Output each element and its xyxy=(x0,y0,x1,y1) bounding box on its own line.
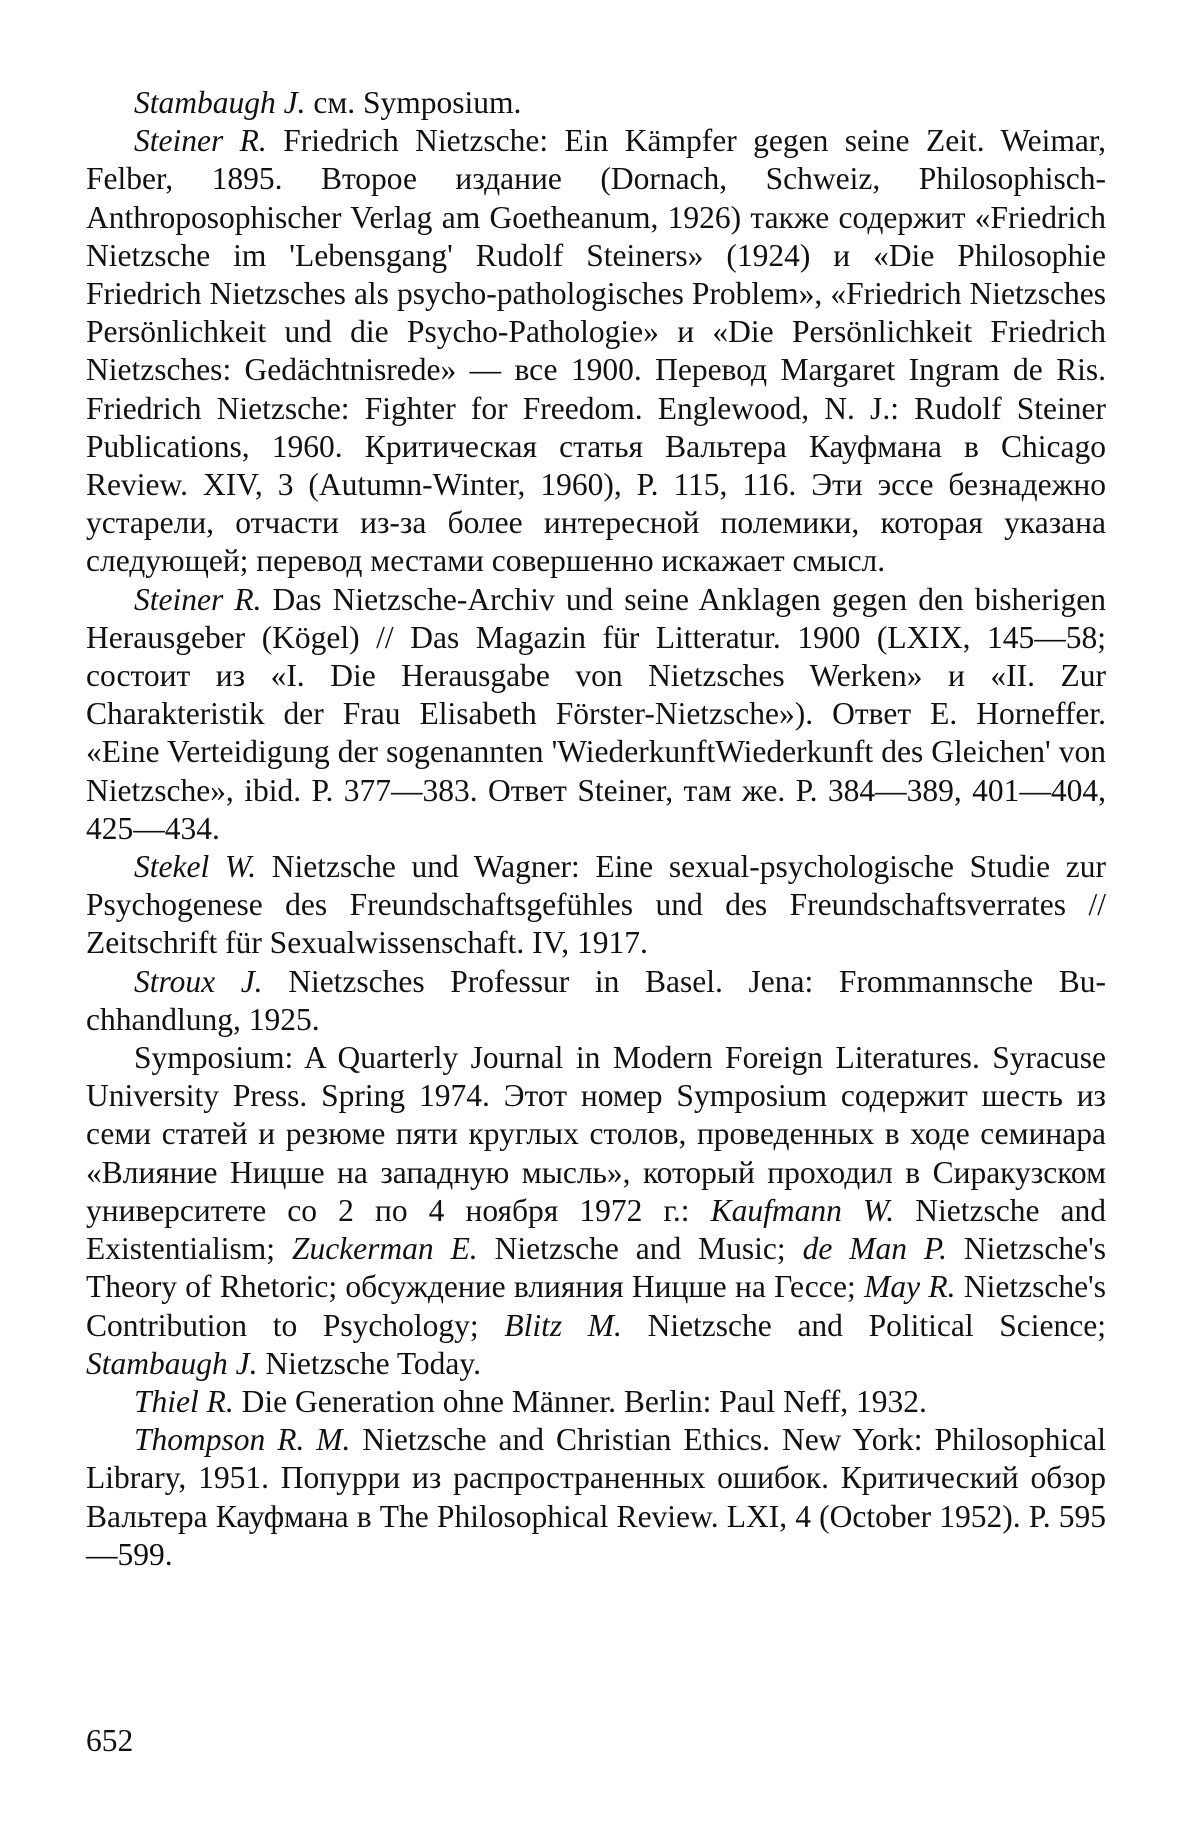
entry-author: Stekel W. xyxy=(134,849,257,885)
entry-author: Stroux J. xyxy=(134,963,263,999)
entry-text: Nietzsche Today. xyxy=(257,1345,481,1381)
bibliography-entry xyxy=(86,848,1106,963)
bibliography-entry xyxy=(86,1421,1106,1574)
entry-author: Blitz M. xyxy=(504,1307,622,1343)
entry-author: de Man P. xyxy=(802,1231,947,1267)
entry-text: Nietzsche and Existentialism; xyxy=(86,1192,1106,1267)
entry-text: Nietzsches Professur in Basel. Jena: Frommannsche Buchhandlung, 1925. xyxy=(86,963,1106,1037)
entry-author: Kaufmann W. xyxy=(710,1192,895,1228)
entry-text: Die Generation ohne Männer. Berlin: Paul Neff, 1932. xyxy=(233,1383,927,1419)
entry-text: Nietzsche's Theory of Rhetoric; обсуждение влияния Ницше на Гессе; xyxy=(86,1231,1106,1305)
bibliography-entry-symposium xyxy=(86,1039,1106,1383)
entry-text: Nietzsche and Political Science; xyxy=(621,1307,1106,1343)
bibliography-page xyxy=(86,84,1106,1574)
entry-author: May R. xyxy=(864,1269,956,1305)
entry-text: Symposium: A Quarterly Journal in Modern Foreign Literatures. Syracuse University Press. Spring 1974. Этот номер Symposium содержит шесть из семи статей и резюме пяти круглых столов, проведенных в ходе семинара «Влияние Ницше на западную мысль», который проходил в Сиракузском университете со 2 по 4 ноября 1972 г.: xyxy=(86,1040,1106,1228)
entry-author: Thompson R. M. xyxy=(134,1422,351,1458)
entry-author: Stambaugh J. xyxy=(134,85,306,120)
entry-author: Steiner R. xyxy=(134,581,262,617)
entry-text: Das Nietzsche-Archiv und seine Anklagen gegen den bisherigen Herausgeber (Kögel) // Das Magazin für Litteratur. 1900 (LXIX, 145—58; состоит из «I. Die Herausgabe von Nietzsches Werken» и «II. Zur Charakteristik der Frau Elisabeth Förster-Nietzsche»). Ответ E. Horneffer. «Eine Verteidigung der sogenannten 'WiederkunftWiederkunft des Gleichen' von Nietzsche», ibid. P. 377—383. Ответ Steiner, там же. P. 384—389, 401—404, 425—434. xyxy=(86,581,1106,846)
bibliography-entry xyxy=(86,581,1106,848)
entry-author: Zuckerman E. xyxy=(291,1231,478,1267)
bibliography-entry xyxy=(86,122,1106,580)
bibliography-entry xyxy=(86,1383,1106,1421)
entry-text: Nietzsche und Wagner: Eine sexual-psychologische Studie zur Psychogenese des Freundschaftsgefühles und des Freundschaftsverrates // Zeitschrift für Sexualwissenschaft. IV, 1917. xyxy=(86,849,1107,961)
entry-author: Steiner R. xyxy=(134,123,267,159)
page-number: 652 xyxy=(86,1723,134,1758)
bibliography-entry xyxy=(86,963,1106,1039)
entry-text: Nietzsche and Christian Ethics. New York: Philosophical Library, 1951. Попурри из распространенных ошибок. Критический обзор Вальтера Кауфмана в The Philosophical Review. LXI, 4 (October 1952). P. 595—599. xyxy=(86,1422,1106,1572)
entry-text: Nietzsche and Music; xyxy=(477,1231,803,1267)
entry-author: Thiel R. xyxy=(134,1383,234,1419)
bibliography-entry xyxy=(86,84,1106,122)
entry-text: см. Symposium. xyxy=(305,85,522,120)
entry-text: Nietzsche's Contribution to Psychology; xyxy=(86,1269,1106,1343)
entry-text: Friedrich Nietzsche: Ein Kämpfer gegen seine Zeit. Weimar, Felber, 1895. Второе издание (Dornach, Schweiz, Philosophisch-Anthroposophischer Verlag am Goetheanum, 1926) также содержит «Friedrich Nietzsche im 'Lebensgang' Rudolf Steiners» (1924) и «Die Philosophie Friedrich Nietzsches als psycho-pathologisches Problem», «Friedrich Nietzsches Persönlichkeit und die Psycho-Pathologie» и «Die Persönlichkeit Friedrich Nietzsches: Gedächtnisrede» — все 1900. Перевод Margaret Ingram de Ris. Friedrich Nietzsche: Fighter for Freedom. Englewood, N. J.: Rudolf Steiner Publications, 1960. Критическая статья Вальтера Кауфмана в Chicago Review. XIV, 3 (Autumn-Winter, 1960), P. 115, 116. Эти эссе безнадежно устарели, отчасти из-за более интересной полемики, которая указана следующей; перевод местами совершенно искажает смысл. xyxy=(86,123,1106,579)
entry-author: Stambaugh J. xyxy=(86,1345,258,1381)
